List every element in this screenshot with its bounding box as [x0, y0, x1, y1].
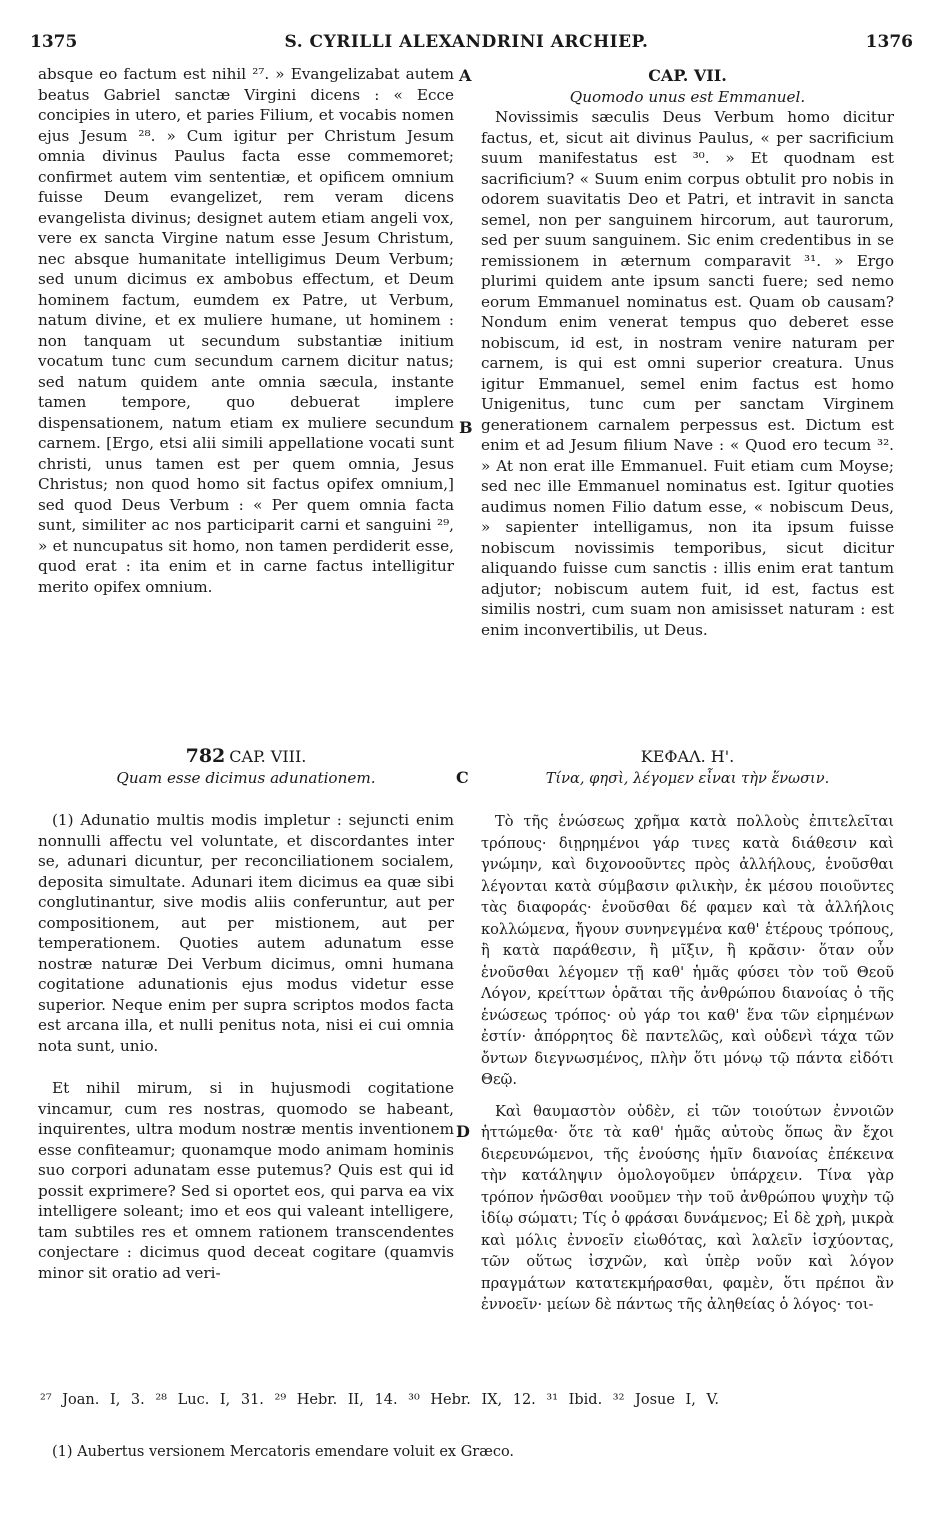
page-number-left: 1375	[30, 32, 78, 52]
greek-paragraph-1: Τὸ τῆς ἑνώσεως χρῆμα κατὰ πολλοὺς ἐπιτελεῖται τρόπους· διῃρημένοι γάρ τινες κατὰ διάθεσιν καὶ γνώμην, καὶ διχονοοῦντες πρὸς ἀλλήλους, ἑνοῦσθαι λέγονται κατὰ σύμβασιν φιλικὴν, ἐκ μέσου ποιοῦντες τὰς διαφοράς· ἑνοῦσθαι δέ φαμεν καὶ τὰ ἀλλήλοις κολλώμενα, ἤγουν συνηνεγμένα καθ' ἑτέρους τρόπους, ἢ κατὰ παράθεσιν, ἢ μῖξιν, ἢ κρᾶσιν· ὅταν οὖν ἑνοῦσθαι λέγομεν τῇ καθ' ἡμᾶς φύσει τὸν τοῦ Θεοῦ Λόγον, κρείττων ὁρᾶται τῆς ἀνθρώπου διανοίας ὁ τῆς ἑνώσεως τρόπος· οὐ γάρ τοι καθ' ἕνα τῶν εἰρημένων ἐστίν· ἀπόρρητος δὲ παντελῶς, καὶ οὐδενὶ τάχα τῶν ὄντων διεγνωσμένος, πλὴν ὅτι μόνῳ τῷ πάντα εἰδότι Θεῷ.	[481, 813, 894, 1088]
page-number-right: 1376	[865, 32, 913, 52]
running-title: S. CYRILLI ALEXANDRINI ARCHIEP.	[284, 32, 649, 52]
chapter-heading-vii: CAP. VII.	[648, 66, 727, 85]
latin-paragraph-vii: Novissimis sæculis Deus Verbum homo dicitur factus, et, sicut ait divinus Paulus, « per sacrificium suum manifestatus est ³⁰. » Et quodnam est sacrificium? « Suum enim corpus obtulit pro nobis in odorem suavitatis Deo et Patri, et intravit in sancta semel, non per sanguinem hircorum, aut taurorum, sed per suum sanguinem. Sic enim credentibus in se remissionem in æternum comparavit ³¹. » Ergo plurimi quidem ante ipsum sancti fuere; sed nemo eorum Emmanuel nominatus est. Quam ob causam? Nondum enim venerat tempus quo deberet esse nobiscum, id est, in nostram venire naturam per carnem, is qui est omni superior creatura. Unus igitur Emmanuel, semel enim factus est homo Unigenitus, tunc cum per sanctam Virginem generationem carnalem perpessus est. Dictum est enim et ad Jesum filium Nave : « Quod ero tecum ³². » At non erat ille Emmanuel. Fuit etiam cum Moyse; sed nec ille Emmanuel nominatus est. Igitur quoties audimus nomen Filio datum esse, « nobiscum Deus, » sapienter intelligamus, non ita ipsum fuisse nobiscum novissimis temporibus, sicut dicitur aliquando fuisse cum sanctis : illis enim erat tantum adjutor; nobiscum autem fuit, id est, factus est similis nostri, cum suam non amisisset naturam : est enim inconvertibilis, ut Deus.	[481, 108, 894, 639]
column-number: 782	[185, 745, 226, 767]
margin-letter-a: A	[459, 66, 472, 85]
chapter-subtitle-vii: Quomodo unus est Emmanuel.	[569, 87, 806, 106]
footnote-1: (1) Aubertus versionem Mercatoris emendare voluit ex Græco.	[52, 1444, 515, 1460]
right-column-bottom	[481, 746, 894, 1316]
margin-letter-d: D	[456, 1122, 470, 1141]
chapter-heading-viii: CAP. VIII.	[229, 747, 307, 766]
greek-chapter-subtitle: Τίνα, φησὶ, λέγομεν εἶναι τὴν ἕνωσιν.	[545, 769, 830, 787]
greek-chapter-heading: ΚΕΦΑΛ. Η'.	[640, 747, 735, 766]
greek-paragraph-2: Καὶ θαυμαστὸν οὐδὲν, εἰ τῶν τοιούτων ἐννοιῶν ἡττώμεθα· ὅτε τὰ καθ' ἡμᾶς αὐτοὺς ὅπως ἂν ἔχοι διερευνώμενοι, τῆς ἑνούσης ἡμῖν διανοίας ἐπέκεινα τὴν κατάληψιν ὁμολογοῦμεν ὑπάρχειν. Τίνα γὰρ τρόπον ἡνῶσθαι νοοῦμεν τὴν τοῦ ἀνθρώπου ψυχὴν τῷ ἰδίῳ σώματι; Τίς ὁ φράσαι δυνάμενος; Εἰ δὲ χρὴ, μικρὰ καὶ μόλις ἐννοεῖν εἰωθότας, καὶ λαλεῖν ἰσχύοντας, τῶν οὕτως ἰσχνῶν, καὶ ὑπὲρ νοῦν καὶ λόγον πραγμάτων κατατεκμήρασθαι, φαμὲν, ὅτι πρέποι ἂν ἐννοεῖν· μείων δὲ πάντως τῆς ἀληθείας ὁ λόγος· τοι-	[481, 1102, 894, 1313]
right-column-top	[481, 66, 894, 640]
latin-paragraph-viii-2: Et nihil mirum, si in hujusmodi cogitatione vincamur, cum res nostras, quomodo se habeant, inquirentes, ultra modum nostræ mentis inventionem esse confiteamur; quonamque modo animam hominis suo corpori adunatam esse putemus? Quis est qui id possit exprimere? Sed si oportet eos, qui parva ea vix intelligere soleant; imo et eos qui valeant intelligere, tam subtiles res et omnem rationem transcendentes conjectare : dicimus quod deceat cogitare (quamvis minor sit oratio ad veri-	[38, 1079, 454, 1282]
chapter-subtitle-viii: Quam esse dicimus adunationem.	[116, 768, 376, 787]
margin-letter-b: B	[459, 418, 473, 437]
left-column-bottom	[38, 746, 454, 1283]
footnote-references: ²⁷ Joan. I, 3. ²⁸ Luc. I, 31. ²⁹ Hebr. II, 14. ³⁰ Hebr. IX, 12. ³¹ Ibid. ³² Josue I, V.	[40, 1392, 720, 1408]
left-column-top	[38, 64, 454, 597]
latin-paragraph-viii-1: (1) Adunatio multis modis impletur : sejuncti enim nonnulli affectu vel voluntate, et discordantes inter se, adunari dicuntur, per reconciliationem socialem, deposita simultate. Adunari item dicimus ea quæ sibi conglutinantur, sive modis aliis conferuntur, aut per compositionem, aut per mistionem, aut per temperationem. Quoties autem adunatum esse nostræ naturæ Dei Verbum dicimus, omni humana cogitatione adunationis ejus modus videtur esse superior. Neque enim per supra scriptos modos facta est arcana illa, et nulli penitus nota, nisi ei cui omnia nota sunt, unio.	[38, 811, 454, 1055]
latin-paragraph-continued: absque eo factum est nihil ²⁷. » Evangelizabat autem beatus Gabriel sanctæ Virgini dicens : « Ecce concipies in utero, et paries Filium, et vocabis nomen ejus Jesum ²⁸. » Cum igitur per Christum Jesum omnia divinus Paulus facta esse commemoret; confirmet autem vim sententiæ, et opificem omnium fuisse Deum evangelizet, rem veram dicens evangelista divinus; designet autem etiam angeli vox, vere ex sancta Virgine natum esse Jesum Christum, nec absque humanitate intelligimus Deum Verbum; sed unum dicimus ex ambobus effectum, et Deum hominem factum, eumdem ex Patre, ut Verbum, natum divine, et ex muliere humane, ut hominem : non tanquam ut secundum substantiæ initium vocatum tunc cum secundum carnem dicitur natus; sed natum quidem ante omnia sæcula, instante tamen tempore, quo debuerat implere dispensationem, natum etiam ex muliere secundum carnem. [Ergo, etsi alii simili appellatione vocati sunt christi, unus tamen est per quem omnia, Jesus Christus; non quod homo sit factus opifex omnium,] sed quod Deus Verbum : « Per quem omnia facta sunt, similiter ac nos participarit carni et sanguini ²⁹, » et nuncupatus sit homo, non tamen perdiderit esse, quod erat : ita enim et in carne factus intelligitur merito opifex omnium.	[38, 65, 454, 596]
margin-letter-c: C	[456, 768, 469, 787]
